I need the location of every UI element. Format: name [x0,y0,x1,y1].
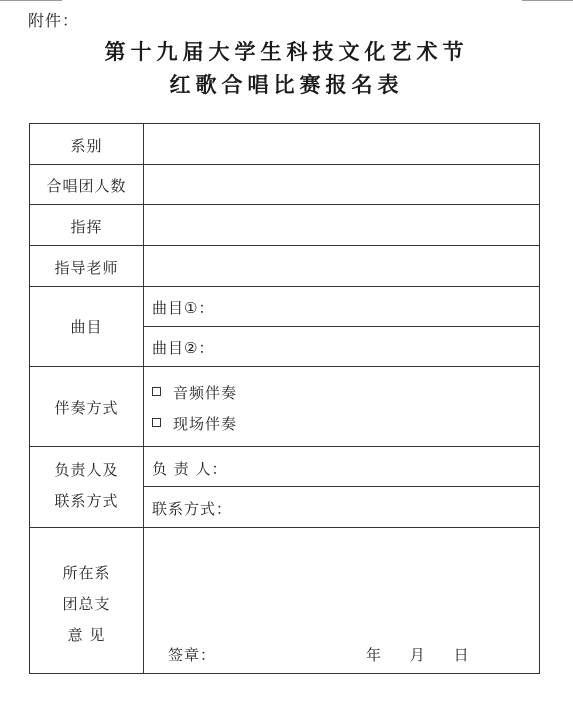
instructor-field[interactable] [152,257,532,277]
month-label: 月 [409,646,426,664]
page-title: 第十九届大学生科技文化艺术节 [104,39,469,64]
instructor-label: 指导老师 [54,259,119,277]
accompaniment-option-audio[interactable] [152,382,237,403]
song-2-field[interactable]: 曲目②： [152,339,215,357]
live-option-label: 现场伴奏 [173,415,238,433]
row-divider [143,326,539,327]
conductor-label: 指挥 [70,218,103,236]
top-rule-right [522,0,573,1]
attachment-label: 附件： [28,11,80,30]
row-divider [30,446,539,447]
year-label: 年 [366,646,383,664]
column-divider [143,124,144,673]
row-divider [30,245,539,246]
opinion-label-line3: 意 见 [67,626,106,644]
row-divider [30,286,539,287]
contact-label-line1: 负责人及 [54,461,119,479]
audio-checkbox[interactable] [152,387,161,396]
responsible-person-field[interactable]: 负 责 人： [152,460,228,478]
row-divider [30,366,539,367]
page-subtitle: 红歌合唱比赛报名表 [169,72,404,97]
department-field[interactable] [152,135,532,155]
contact-label-line2: 联系方式 [54,492,119,510]
date-line [366,644,492,665]
opinion-label-line2: 团总支 [62,595,111,613]
row-divider [30,204,539,205]
registration-form-table [29,123,540,674]
opinion-label [30,558,143,651]
row-divider [30,164,539,165]
accompaniment-label: 伴奏方式 [54,399,119,417]
songs-label: 曲目 [70,318,103,336]
top-rule-left [0,0,62,1]
contact-label [30,455,143,517]
row-divider [30,527,539,528]
day-label: 日 [453,646,470,664]
choir-size-field[interactable] [152,175,532,195]
accompaniment-option-live[interactable] [152,413,237,434]
conductor-field[interactable] [152,216,532,236]
choir-size-label: 合唱团人数 [46,177,127,195]
contact-method-field[interactable]: 联系方式： [152,500,233,518]
song-1-field[interactable]: 曲目①： [152,299,215,317]
live-checkbox[interactable] [152,418,161,427]
audio-option-label: 音频伴奏 [173,384,238,402]
opinion-label-line1: 所在系 [62,564,111,582]
row-divider [143,486,539,487]
signature-label: 签章： [168,646,217,664]
department-label: 系别 [70,137,103,155]
